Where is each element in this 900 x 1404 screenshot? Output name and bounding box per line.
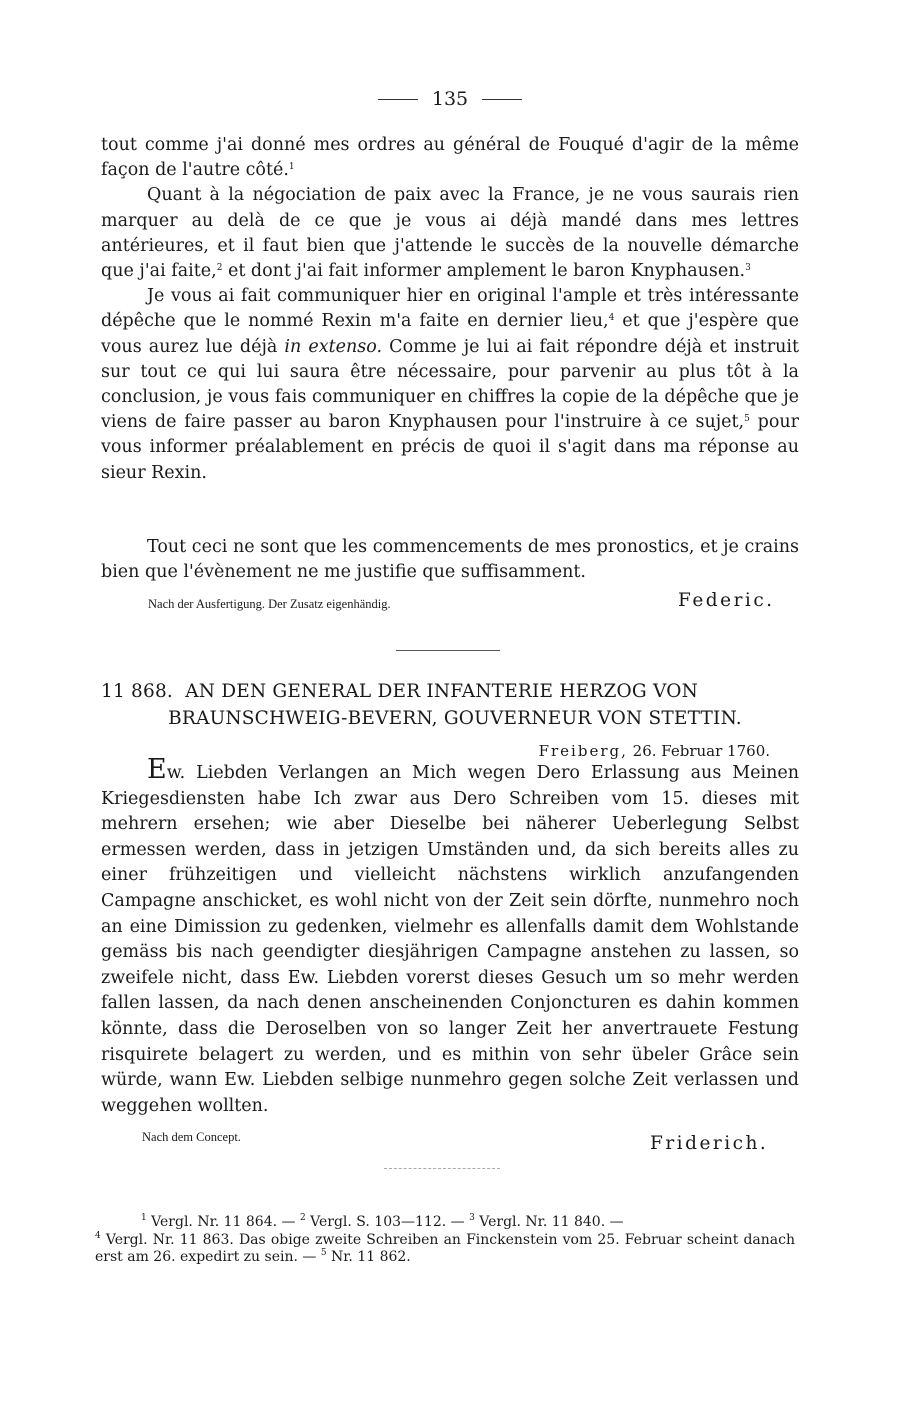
footnotes bbox=[95, 1214, 795, 1267]
paragraph-text: Comme je lui ai fait répondre déjà et instruit sur tout ce qui lui saura être nécessaire, pour parvenir au plus tôt à la conclusion, je vous fais communiquer en chiffres la copie de la dépêche que je viens de faire passer au baron Knyphausen pour l'instruire à ce sujet, bbox=[101, 336, 799, 433]
paragraph bbox=[101, 756, 799, 1119]
footnote-ref: 4 bbox=[608, 313, 615, 324]
footnote-ref: 1 bbox=[288, 162, 295, 173]
footnote-mark: 2 bbox=[299, 1213, 306, 1223]
footnote-text: Vergl. Nr. 11 863. Das obige zweite Schreiben an Finckenstein vom 25. Februar scheint danach erst am 26. expedirt zu sein. — bbox=[95, 1231, 795, 1265]
date: 26. Februar 1760. bbox=[632, 742, 770, 760]
footnote-text: Nr. 11 862. bbox=[326, 1249, 411, 1265]
footnote-text: Vergl. Nr. 11 840. — bbox=[474, 1214, 624, 1230]
letter-2-heading bbox=[101, 678, 799, 732]
page-header bbox=[0, 88, 900, 110]
paragraph bbox=[101, 284, 799, 486]
date-place: Freiberg, bbox=[538, 742, 628, 760]
letter-1-postscript bbox=[101, 535, 799, 585]
italic-text: in extenso. bbox=[284, 336, 383, 357]
footnote-line bbox=[95, 1232, 795, 1267]
footnote-ref: 2 bbox=[216, 263, 223, 274]
paragraph-text: et dont j'ai fait informer amplement le baron Knyphausen. bbox=[222, 261, 746, 282]
drop-capital: E bbox=[147, 754, 167, 785]
paragraph bbox=[101, 133, 799, 183]
source-note: Nach dem Concept. bbox=[142, 1130, 241, 1144]
heading-line-1 bbox=[101, 678, 799, 705]
letter-number: 11 868. bbox=[101, 681, 174, 702]
header-rule-right bbox=[482, 99, 522, 100]
footnote-mark: 3 bbox=[469, 1213, 475, 1223]
footnote-line bbox=[95, 1214, 795, 1232]
paragraph-text: Je vous ai fait communiquer hier en original l'ample et très intéressante dépêche que le nommé Rexin m'a faite en dernier lieu, bbox=[101, 286, 799, 332]
paragraph-text: pour vous informer préalablement en précis de quoi il s'agit dans ma réponse au sieur Rexin. bbox=[101, 412, 799, 483]
paragraph-text: w. Liebden Verlangen an Mich wegen Dero Erlassung aus Meinen Kriegesdiensten habe Ich zwar aus Dero Schreiben vom 15. dieses mit mehrern ersehen; wie aber Dieselbe bei näherer Ueberlegung Selbst ermessen werden, dass in jetzigen Umständen und, da sich bereits alles zu einer frühzeitigen und vielleicht nächstens wirklich anzufangenden Campagne anschicket, es wohl nicht von der Zeit sein dörfte, nunmehro noch an eine Dimission zu gedenken, vielmehr es allenfalls damit dem Wohlstande gemäss bis nach geendigter diesjährigen Campagne anstehen zu lassen, so zweifele nicht, dass Ew. Liebden vorerst dieses Gesuch um so mehr werden fallen lassen, da nach denen anscheinenden Conjoncturen es dahin kommen könnte, dass die Deroselben von so langer Zeit her anvertrauete Festung risquirete belagert zu werden, und es mithin von sehr übeler Grâce sein würde, wann Ew. Liebden selbige nunmehro gegen solche Zeit verlassen und weggehen wollten. bbox=[101, 763, 799, 1116]
paragraph-text: tout comme j'ai donné mes ordres au général de Fouqué d'agir de la même façon de l'autre côté. bbox=[101, 135, 799, 181]
heading-text: AN DEN GENERAL DER INFANTERIE HERZOG VON bbox=[185, 681, 698, 702]
footnote-text: Vergl. S. 103—112. — bbox=[305, 1214, 470, 1230]
footnote-ref: 3 bbox=[745, 263, 751, 274]
footnote-mark: 5 bbox=[320, 1248, 327, 1258]
footnote-mark: 4 bbox=[95, 1230, 101, 1241]
paragraph: Tout ceci ne sont que les commencements de mes pronostics, et je crains bien que l'évènement ne me justifie que suffisamment. bbox=[101, 537, 799, 583]
footnote-text: Vergl. Nr. 11 864. — bbox=[146, 1214, 300, 1230]
paragraph-text: Quant à la négociation de paix avec la France, je ne vous saurais rien marquer au delà de ce que je vous ai déjà mandé dans mes lettres antérieures, et il faut bien que j'attende le succès de la nouvelle démarche que j'ai faite, bbox=[101, 185, 799, 282]
section-divider bbox=[396, 650, 500, 651]
signature: Federic. bbox=[678, 590, 775, 611]
page-number: 135 bbox=[431, 88, 469, 110]
signature: Friderich. bbox=[650, 1133, 769, 1154]
paragraph-text: et que j'espère que vous aurez lue déjà bbox=[101, 311, 799, 357]
letter-2-body bbox=[101, 756, 799, 1119]
paragraph bbox=[101, 183, 799, 284]
heading-line-2: BRAUNSCHWEIG-BEVERN, GOUVERNEUR VON STETTIN. bbox=[168, 708, 742, 729]
header-rule-left bbox=[378, 99, 418, 100]
footnote-ref: 5 bbox=[744, 414, 750, 425]
source-note: Nach der Ausfertigung. Der Zusatz eigenhändig. bbox=[148, 597, 391, 611]
letter-1-body bbox=[101, 133, 799, 486]
section-divider bbox=[384, 1168, 500, 1169]
footnote-mark: 1 bbox=[141, 1213, 147, 1223]
